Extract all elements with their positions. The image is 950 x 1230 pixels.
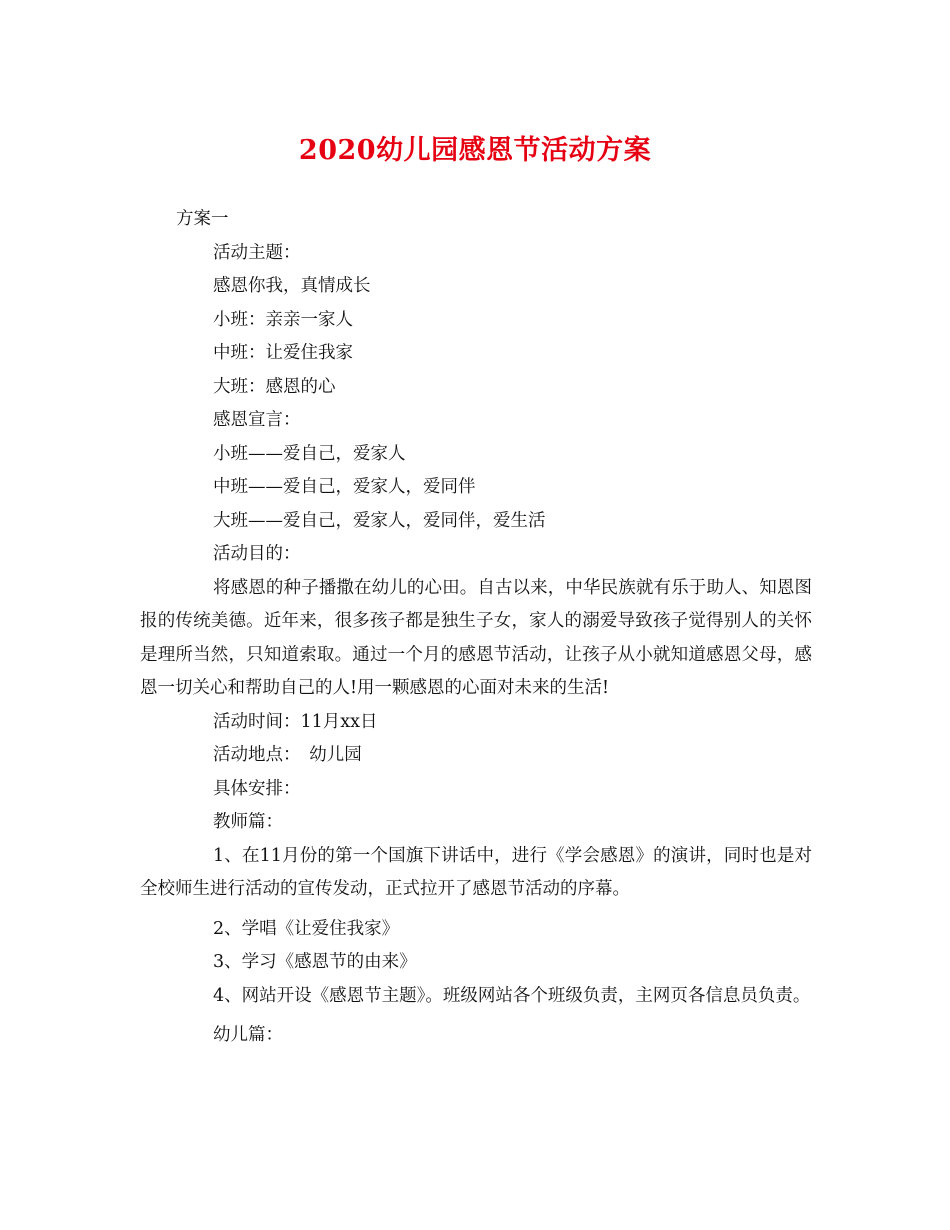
text-line: 活动目的： [213, 544, 301, 564]
paragraph: 将感恩的种子播撒在幼儿的心田。自古以来，中华民族就有乐于助人、知恩图报的传统美德。近年来，很多孩子都是独生子女，家人的溺爱导致孩子觉得别人的关怀是理所当然，只知道索取。通过一个月的感恩节活动，让孩子从小就知道感恩父母，感恩一切关心和帮助自己的人!用一颗感恩的心面对未来的生活! [140, 577, 812, 698]
text-line: 感恩宣言： [213, 410, 301, 430]
text-line: 活动地点： 幼儿园 [213, 745, 362, 765]
text-line: 活动时间：11月xx日 [213, 711, 378, 732]
section-heading: 方案一 [176, 209, 229, 229]
text-line: 幼儿篇： [213, 1025, 283, 1045]
text-line: 3、学习《感恩节的由来》 [213, 952, 417, 972]
text-line: 小班——爱自己，爱家人 [213, 443, 406, 464]
text-line: 感恩你我，真情成长 [213, 276, 371, 296]
text-line: 中班——爱自己，爱家人，爱同伴 [213, 477, 476, 497]
text-line: 中班：让爱住我家 [213, 343, 353, 363]
text-line: 大班——爱自己，爱家人，爱同伴，爱生活 [213, 510, 546, 531]
paragraph: 1、在11月份的第一个国旗下讲话中，进行《学会感恩》的演讲，同时也是对全校师生进行活动的宣传发动，正式拉开了感恩节活动的序幕。 [140, 845, 812, 899]
text-line: 教师篇： [213, 812, 283, 832]
text-line: 小班：亲亲一家人 [213, 309, 353, 330]
paragraph: 4、网站开设《感恩节主题》。班级网站各个班级负责，主网页各信息员负责。 [213, 985, 811, 1006]
text-line: 具体安排： [213, 778, 301, 799]
document-body [140, 203, 812, 1053]
text-line: 活动主题： [213, 242, 301, 263]
document-title: 2020幼儿园感恩节活动方案 [298, 135, 652, 166]
text-line: 2、学唱《让爱住我家》 [213, 918, 400, 939]
text-line: 大班：感恩的心 [213, 376, 336, 397]
